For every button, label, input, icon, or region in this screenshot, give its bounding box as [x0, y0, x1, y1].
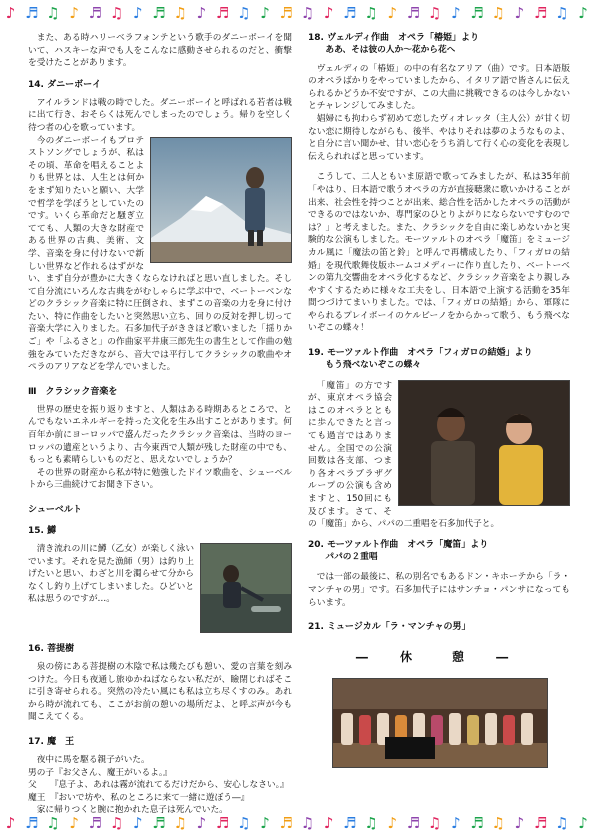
- music-note-icon: ♬: [215, 814, 230, 832]
- music-note-icon: ♬: [533, 814, 548, 832]
- music-note-icon: ♪: [69, 4, 79, 22]
- duet-photo-image: [399, 381, 569, 505]
- stage-photo-image: [333, 679, 547, 767]
- dialogue-line-erlking: 魔王 『おいで坊や、私のところに来て一緒に遊ぼう―』: [28, 792, 250, 803]
- section-20-subtitle: パパの２重唱: [325, 551, 378, 562]
- section-19-title: 19. モーツァルト作曲 オペラ「フィガロの結婚」より: [308, 348, 533, 359]
- river-photo: [200, 543, 292, 633]
- section-17-paragraph: 夜中に馬を駆る親子がいた。: [36, 754, 150, 765]
- section-19-subtitle: もう飛べないぞこの蝶々: [325, 360, 421, 371]
- music-note-icon: ♫: [555, 4, 569, 22]
- bottom-music-note-border: [0, 812, 594, 834]
- section-3-paragraph-2: その世界の財産から私が特に勉強したドイツ歌曲を、シューベルトから三曲続けてお聞き下さい。: [28, 467, 292, 491]
- section-18-paragraph-3: こうして、二人ともいま原語で歌ってみましたが、私は35年前「やはり、日本語で歌うオペラの方が直接聴衆に歌いかけることが出来、社会性を持つことが出来、総合性を活かしたオペラの活動ができるのではないか、専門家のひとりよがりにならないですむのでは？」と考えました。また、クラシックを自由に楽しめないかと実験的な公演もしました。モーツァルトのオペラ「魔笛」をミュージカル風に「魔法の笛と鈴」と呼んで再構成したり、「フィガロの結婚」を現代歌舞伎版ホームコメディーに作り直したり、ベートーベンの第九交響曲をオペラ化するなど、クラシック音楽をより親しみやすくするために様々な工夫をし、日本語で上演する活動を35年間つづけてまいりました。では、「フィガロの結婚」から、軍隊にやられるプレイボーイのケルビーノをからかって歌う、もう飛べないぞこの蝶々！: [308, 172, 570, 334]
- music-note-icon: ♫: [427, 4, 442, 22]
- music-note-icon: ♪: [196, 4, 207, 22]
- section-17-ending: 家に帰りつくと腕に抱かれた息子は死んでいた。: [36, 805, 228, 816]
- music-note-icon: ♪: [387, 4, 398, 22]
- music-note-icon: ♪: [5, 4, 16, 22]
- top-music-note-border: [0, 2, 594, 24]
- music-note-icon: ♪: [578, 814, 588, 832]
- music-note-icon: ♫: [491, 814, 505, 832]
- music-note-icon: ♬: [215, 4, 230, 22]
- music-note-icon: ♫: [364, 4, 378, 22]
- music-note-icon: ♬: [533, 4, 548, 22]
- left-column: [28, 32, 292, 817]
- stage-photo: [332, 678, 548, 768]
- music-note-icon: ♬: [470, 814, 484, 832]
- music-note-icon: ♫: [491, 4, 505, 22]
- section-16-paragraph: 泉の傍にある菩提樹の木陰で私は幾たびも憩い、愛の言葉を刻みつけた。今日も夜通し旅ゆかねばならない私だが、瞼閉じればそこに引き寄せられる。突然の冷たい風にも私は立ち尽くすのみ。あれから時が流れても、ここがお前の憩いの場所だよ、と呼ぶ声が今も聞こえてくる。: [28, 662, 292, 723]
- section-15-paragraph: 清き流れの川に鱒（乙女）が楽しく泳いでいます。それを見た漁師（男）は釣り上げたいと思い、わざと川を濁らせて分からなくし釣り上げてしまいました。ひどいと私は思うのですが…。: [28, 544, 194, 605]
- river-photo-image: [201, 544, 291, 632]
- music-note-icon: ♪: [323, 814, 334, 832]
- music-note-icon: ♪: [133, 4, 143, 22]
- section-18-paragraph-1: ヴェルディの「椿姫」の中の有名なアリア（曲）です。日本語版のオペラばかりをやっていましたから、イタリア語で皆さんに伝えられるかどうか不安ですが、この大曲に挑戦できるのは今しかないとチャレンジしてみました。: [308, 63, 570, 112]
- music-note-icon: ♫: [237, 814, 251, 832]
- music-note-icon: ♪: [451, 4, 461, 22]
- duet-photo: [398, 380, 570, 506]
- music-note-icon: ♪: [5, 814, 16, 832]
- music-note-icon: ♬: [25, 4, 39, 22]
- section-21-title: 21. ミュージカル「ラ・マンチャの男」: [308, 622, 471, 633]
- music-note-icon: ♬: [470, 4, 484, 22]
- music-note-icon: ♫: [109, 4, 124, 22]
- section-14-title: 14. ダニーボーイ: [28, 79, 102, 90]
- music-note-icon: ♪: [69, 814, 79, 832]
- music-note-icon: ♬: [406, 814, 421, 832]
- music-note-icon: ♪: [578, 4, 588, 22]
- music-note-icon: ♫: [237, 4, 251, 22]
- intermission-label: ― 休 憩 ―: [355, 650, 523, 665]
- right-column: [308, 32, 570, 768]
- music-note-icon: ♪: [514, 4, 525, 22]
- dialogue-line-boy: 男の子『お父さん、魔王がいるよ。』: [28, 767, 172, 778]
- section-3-paragraph-1: 世界の歴史を振り返りますと、人類はある時期あるところで、とんでもないエネルギーを持った文化を生み出すことがあります。何百年か前にヨーロッパで盛んだったクラシック音楽は、当時のヨーロッパの遺産というより、古今東西で人類が残した財産の中でも、もっとも素晴らしいものだと、思えないでしょうか？: [28, 404, 292, 466]
- section-14-paragraph-1: アイルランドは戦の時でした。ダニーボーイと呼ばれる若者は戦に出て行き、おそらくは死んでしまったのでしょう。帰りを空しく待つ者の心を歌っています。: [28, 97, 292, 133]
- music-note-icon: ♪: [260, 814, 270, 832]
- music-note-icon: ♬: [406, 4, 421, 22]
- section-20-paragraph: では一部の最後に、私の別名でもあるドン・キホーテから「ラ・マンチャの男」です。石多加代子にはサンチョ・パンサになってもらいます。: [308, 572, 570, 608]
- music-note-icon: ♫: [427, 814, 442, 832]
- mountain-photo: [150, 137, 292, 263]
- music-note-icon: ♪: [323, 4, 334, 22]
- music-note-icon: ♬: [88, 4, 103, 22]
- section-3-title: Ⅲ クラシック音楽を: [28, 386, 118, 397]
- music-note-icon: ♫: [109, 814, 124, 832]
- section-18-subtitle: ああ、そは彼の人か～花から花へ: [325, 45, 456, 55]
- section-17-dialogue: [28, 767, 292, 805]
- music-note-icon: ♫: [300, 814, 315, 832]
- music-note-icon: ♪: [196, 814, 207, 832]
- section-18-paragraph-2: 娼婦にも拘わらず初めて恋したヴィオレッタ（主人公）が甘く切ない恋に期待しながらも、後半、やはりそれは夢のようなものよ、と自分に言い聞かせ、甘い恋心をうち消して行く心の変化を表現し伝えられればと思っています。: [308, 113, 570, 162]
- music-note-icon: ♫: [555, 814, 569, 832]
- music-note-icon: ♫: [173, 814, 187, 832]
- music-note-icon: ♬: [343, 4, 357, 22]
- music-note-icon: ♬: [88, 814, 103, 832]
- section-19-paragraph: 「魔笛」の方ですが、東京オペラ協会はこのオペラとともに歩んできたと言っても過言ではありません。全国での公演回数は各支部、つまり各オペラブラザグループの公演も含めますと、150回にも及びます。さて、その「魔笛」から、パパの二重唱を石多加代子と。: [308, 380, 500, 530]
- section-20-title: 20. モーツァルト作曲 オペラ「魔笛」より: [308, 539, 489, 550]
- music-note-icon: ♪: [514, 814, 525, 832]
- section-18-title: 18. ヴェルディ作曲 オペラ「椿姫」より: [308, 33, 479, 43]
- music-note-icon: ♪: [260, 4, 270, 22]
- section-15-title: 15. 鱒: [28, 526, 57, 536]
- music-note-icon: ♪: [387, 814, 398, 832]
- music-note-icon: ♬: [279, 4, 293, 22]
- intro-paragraph: また、ある時ハリーベラフォンテという歌手のダニーボーイを聞いて、ハスキーな声でも人をこんなに感動させられるのだと、衝撃を受けたことがあります。: [28, 33, 292, 69]
- section-17-title: 17. 魔 王: [28, 736, 75, 747]
- section-14-paragraph-2: 今のダニーボーイもプロテストソングでしょうが、私はその頃、革命を唱えることよりも世界とは、人生とは何かをまず知りたいと願い、大学で哲学を学ぼうとしていたのです。いくら革命だと騒ぎ立てても、人類の大きな財産である世界の古典、美術、文学、音楽を身に付けないで新しい世界など作れるはずがない、まず自分が豊かに大きくならなければと思い直しました。そして自分流にいろんな古典をがむしゃらに学ぶ中で、ベートーベンなどのクラシック音楽に特に圧倒され、まずこの音楽の力を身に付けたい、特に作曲をしたいと突然思い立ち、回りの反対を押し切って音楽大学に入りました。石多加代子がききほど歌いました「揺りかご」や「ふるさと」の作曲家平井康三郎先生の書生として作曲の勉強をみていただきながら、音大では平行してクラシックの歌曲やオペラのアリアなどを学んでいました。: [28, 135, 292, 373]
- music-note-icon: ♬: [343, 814, 357, 832]
- music-note-icon: ♪: [451, 814, 461, 832]
- section-16-title: 16. 菩提樹: [28, 644, 75, 654]
- schubert-heading: シューベルト: [28, 505, 82, 515]
- music-note-icon: ♬: [25, 814, 39, 832]
- music-note-icon: ♫: [46, 4, 60, 22]
- music-note-icon: ♬: [152, 814, 166, 832]
- music-note-icon: ♫: [300, 4, 315, 22]
- music-note-icon: ♫: [46, 814, 60, 832]
- mountain-photo-image: [151, 138, 291, 262]
- music-note-icon: ♬: [152, 4, 166, 22]
- music-note-icon: ♫: [173, 4, 187, 22]
- music-note-icon: ♫: [364, 814, 378, 832]
- music-note-icon: ♪: [133, 814, 143, 832]
- dialogue-line-father: 父 『息子よ、あれは霧が流れてるだけだから、安心しなさい。』: [28, 780, 289, 791]
- music-note-icon: ♬: [279, 814, 293, 832]
